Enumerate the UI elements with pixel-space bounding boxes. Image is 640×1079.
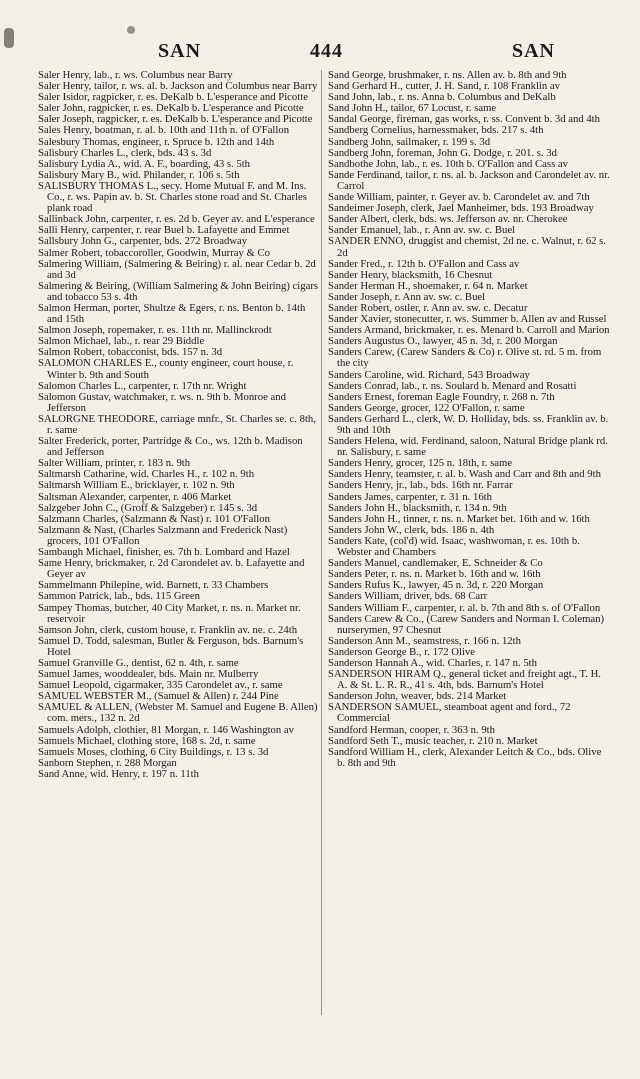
directory-entry: SALORGNE THEODORE, carriage mnfr., St. Charles se. c. 8th, r. same [38, 412, 316, 436]
directory-entry: Sandberg Cornelius, harnessmaker, bds. 217 s. 4th [328, 124, 544, 137]
left-column [38, 70, 320, 780]
directory-entry: Sanderson George B., r. 172 Olive [328, 645, 476, 658]
header-right-keyword: SAN [511, 40, 555, 62]
directory-entry: Sanderson Ann M., seamstress, r. 166 n. 12th [328, 634, 521, 647]
directory-entry: Sanders Kate, (col'd) wid. Isaac, washwoman, r. es. 10th b. Webster and Chambers [328, 534, 580, 559]
directory-entry: SAMUEL WEBSTER M., (Samuel & Allen) r. 244 Pine [38, 690, 279, 703]
ink-spot [127, 26, 135, 34]
directory-entry: Sanders William F., carpenter, r. al. b. 7th and 8th s. of O'Fallon [328, 601, 601, 614]
directory-entry: Sandberg John, foreman, John G. Dodge, r. 201. s. 3d [328, 146, 557, 159]
directory-entry: Salmon Robert, tobacconist, bds. 157 n. 3d [38, 346, 223, 359]
directory-entry: Sanders Augustus O., lawyer, 45 n. 3d, r. 200 Morgan [328, 335, 558, 348]
directory-entry: Salisbury Charles L., clerk, bds. 43 s. 3d [38, 146, 212, 159]
directory-entry: Samuels Michael, clothing store, 168 s. 2d, r. same [38, 734, 256, 747]
directory-entry: Samuel Granville G., dentist, 62 n. 4th, r. same [38, 656, 239, 669]
header-left-keyword: SAN [158, 40, 202, 62]
directory-entry: Samuel Leopold, cigarmaker, 335 Carondelet av., r. same [38, 679, 283, 692]
directory-entry: Sammelmann Philepine, wid. Barnett, r. 33 Chambers [38, 579, 269, 592]
directory-entry: Salomon Charles L., carpenter, r. 17th nr. Wright [38, 379, 247, 392]
directory-entry: Sandeimer Joseph, clerk, Jael Manheimer, bds. 193 Broadway [328, 202, 594, 215]
directory-entry: Salmon Michael, lab., r. rear 29 Biddle [38, 335, 205, 348]
directory-entry: Sand Gerhard H., cutter, J. H. Sand, r. 108 Franklin av [328, 80, 560, 93]
directory-entry: Sandford Seth T., music teacher, r. 210 n. Market [328, 734, 538, 747]
directory-entry: Sammon Patrick, lab., bds. 115 Green [38, 590, 200, 603]
directory-entry: Salter William, printer, r. 183 n. 9th [38, 457, 191, 470]
directory-entry: Sanders Carew, (Carew Sanders & Co) r. Olive st. rd. 5 m. from the city [328, 346, 602, 370]
directory-entry: Sander Robert, ostler, r. Ann av. sw. c. Decatur [328, 301, 528, 314]
directory-entry: Saler Henry, tailor, r. ws. al. b. Jackson and Columbus near Barry [38, 80, 318, 93]
directory-entry: Saler Joseph, ragpicker, r. es. DeKalb b. L'esperance and Picotte [38, 113, 313, 126]
directory-entry: Samuels Moses, clothing, 6 City Buildings, r. 13 s. 3d [38, 745, 269, 758]
directory-entry: Sanders Rufus K., lawyer, 45 n. 3d, r. 220 Morgan [328, 579, 544, 592]
directory-entry: Sallsbury John G., carpenter, bds. 272 Broadway [38, 235, 248, 248]
page-number: 444 [310, 40, 343, 62]
directory-entry: SANDERSON HIRAM Q., general ticket and freight agt., T. H. A. & St. L. R. R., 41 s. 4th, bds. Barnum's Hotel [328, 668, 601, 692]
directory-entry: Saler Isidor, ragpicker, r. es. DeKalb b. L'esperance and Picotte [38, 91, 308, 104]
directory-entry: Sander Joseph, r. Ann av. sw. c. Buel [328, 290, 486, 303]
directory-entry: Saltmarsh William E., bricklayer, r. 102 n. 9th [38, 479, 235, 492]
directory-entry: SALOMON CHARLES E., county engineer, court house, r. Winter b. 9th and South [38, 357, 294, 381]
directory-entry: Sandal George, fireman, gas works, r. ss. Convent b. 3d and 4th [328, 113, 600, 126]
directory-entry: Sand John H., tailor, 67 Locust, r. same [328, 102, 497, 115]
directory-entry: Salmering & Beiring, (William Salmering & John Beiring) cigars and tobacco 53 s. 4th [38, 279, 319, 303]
directory-entry: SAMUEL & ALLEN, (Webster M. Samuel and Eugene B. Allen) com. mers., 132 n. 2d [38, 701, 318, 725]
directory-entry: Sander Xavier, stonecutter, r. ws. Summer b. Allen av and Russel [328, 313, 607, 326]
directory-entry: Sanders Armand, brickmaker, r. es. Menard b. Carroll and Marion [328, 324, 610, 337]
directory-entry: Sand George, brushmaker, r. ns. Allen av. b. 8th and 9th [328, 69, 567, 81]
directory-entry: Salmon Herman, porter, Shultze & Egers, r. ns. Benton b. 14th and 15th [38, 301, 306, 326]
directory-entry: Sanders James, carpenter, r. 31 n. 16th [328, 490, 492, 503]
right-column [328, 70, 610, 769]
page-header [40, 40, 625, 70]
directory-entry: Saltmarsh Catharine, wid. Charles H., r. 102 n. 9th [38, 468, 255, 481]
directory-entry: Sande William, painter, r. Geyer av. b. Carondelet av. and 7th [328, 191, 590, 204]
directory-entry: Sanders Henry, teamster, r. al. b. Wash and Carr and 8th and 9th [328, 468, 601, 481]
ink-blot [4, 28, 14, 48]
directory-entry: SANDER ENNO, druggist and chemist, 2d ne. c. Walnut, r. 62 s. 2d [328, 235, 606, 259]
directory-entry: Saler Henry, lab., r. ws. Columbus near Barry [38, 69, 233, 81]
directory-entry: Salzmann Charles, (Salzmann & Nast) r. 101 O'Fallon [38, 512, 270, 525]
directory-entry: Salzgeber John C., (Groff & Salzgeber) r. 145 s. 3d [38, 501, 258, 514]
directory-entry: Sandberg John, sailmaker, r. 199 s. 3d [328, 135, 491, 148]
column-divider [321, 70, 322, 1015]
directory-entry: Salisbury Mary B., wid. Philander, r. 106 s. 5th [38, 168, 240, 181]
directory-entry: Salisbury Lydia A., wid. A. F., boarding, 43 s. 5th [38, 157, 251, 170]
directory-entry: Sallinback John, carpenter, r. es. 2d b. Geyer av. and L'esperance [38, 213, 315, 226]
directory-entry: Salmering William, (Salmering & Beiring) r. al. near Cedar b. 2d and 3d [38, 257, 316, 281]
directory-entry: Sander Henry, blacksmith, 16 Chesnut [328, 268, 493, 281]
directory-entry: Sander Fred., r. 12th b. O'Fallon and Cass av [328, 257, 520, 270]
directory-entry: Salomon Gustav, watchmaker, r. ws. n. 9th b. Monroe and Jefferson [38, 390, 286, 414]
directory-entry: Samuel D. Todd, salesman, Butler & Ferguson, bds. Barnum's Hotel [38, 634, 304, 658]
directory-entry: Sanders Helena, wid. Ferdinand, saloon, Natural Bridge plank rd. nr. Salisbury, r. same [328, 435, 608, 459]
directory-entry: Sambaugh Michael, finisher, es. 7th b. Lombard and Hazel [38, 546, 290, 559]
directory-entry: Sanders Carew & Co., (Carew Sanders and Norman I. Coleman) nurserymen, 97 Chesnut [328, 612, 605, 636]
directory-entry: Salzmann & Nast, (Charles Salzmann and Frederick Nast) grocers, 101 O'Fallon [38, 523, 288, 547]
directory-entry: Sand Anne, wid. Henry, r. 197 n. 11th [38, 767, 199, 780]
directory-entry: Samson John, clerk, custom house, r. Franklin av. ne. c. 24th [38, 623, 298, 636]
directory-entry: Sanders John H., tinner, r. ns. n. Market bet. 16th and w. 16th [328, 512, 590, 525]
directory-entry: Sanders Peter, r. ns. n. Market b. 16th and w. 16th [328, 568, 541, 581]
directory-entry: Sanders Caroline, wid. Richard, 543 Broadway [328, 368, 530, 381]
directory-entry: Sanders Henry, grocer, 125 n. 18th, r. same [328, 457, 513, 470]
directory-entry: Sanders Gerhard L., clerk, W. D. Holliday, bds. ss. Franklin av. b. 9th and 10th [328, 412, 609, 436]
directory-entry: Same Henry, brickmaker, r. 2d Carondelet av. b. Lafayette and Geyer av [38, 557, 305, 581]
directory-entry: Salmon Joseph, ropemaker, r. es. 11th nr. Mallinckrodt [38, 324, 272, 337]
directory-entry: Sanders Conrad, lab., r. ns. Soulard b. Menard and Rosatti [328, 379, 577, 392]
directory-entry: Sandford Herman, cooper, r. 363 n. 9th [328, 723, 495, 736]
directory-entry: Salli Henry, carpenter, r. rear Buel b. Lafayette and Emmet [38, 224, 290, 237]
directory-entry: Saltsman Alexander, carpenter, r. 406 Market [38, 490, 232, 503]
directory-entry: Sander Emanuel, lab., r. Ann av. sw. c. Buel [328, 224, 516, 237]
directory-entry: Sanders William, driver, bds. 68 Carr [328, 590, 488, 603]
directory-entry: Sanders John W., clerk, bds. 186 n. 4th [328, 523, 495, 536]
directory-entry: Sanborn Stephen, r. 288 Morgan [38, 756, 177, 769]
directory-entry: Sanderson John, weaver, bds. 214 Market [328, 690, 507, 703]
directory-entry: Sanders George, grocer, 122 O'Fallon, r. same [328, 401, 525, 414]
directory-entry: Sales Henry, boatman, r. al. b. 10th and 11th n. of O'Fallon [38, 124, 290, 137]
directory-entry: Sampey Thomas, butcher, 40 City Market, r. ns. n. Market nr. reservoir [38, 601, 301, 625]
directory-entry: Sand John, lab., r. ns. Anna b. Columbus and DeKalb [328, 91, 556, 104]
directory-entry: SANDERSON SAMUEL, steamboat agent and ford., 72 Commercial [328, 701, 571, 725]
directory-entry: Samuel James, wooddealer, bds. Main nr. Mulberry [38, 668, 259, 681]
directory-entry: SALISBURY THOMAS L., secy. Home Mutual F. and M. Ins. Co., r. ws. Papin av. b. St. Charles stone road and St. Charles plank road [38, 179, 307, 215]
directory-entry: Sande Ferdinand, tailor, r. ns. al. b. Jackson and Carondelet av. nr. Carrol [328, 168, 610, 192]
directory-entry: Sandbothe John, lab., r. es. 10th b. O'Fallon and Cass av [328, 157, 568, 170]
directory-entry: Salmer Robert, tobaccoroller, Goodwin, Murray & Co [38, 246, 270, 259]
directory-entry: Sander Albert, clerk, bds. ws. Jefferson av. nr. Cherokee [328, 213, 568, 226]
directory-entry: Sanders Ernest, foreman Eagle Foundry, r. 268 n. 7th [328, 390, 555, 403]
directory-entry: Sandford William H., clerk, Alexander Leitch & Co., bds. Olive b. 8th and 9th [328, 745, 602, 769]
directory-entry: Salesbury Thomas, engineer, r. Spruce b. 12th and 14th [38, 135, 275, 148]
directory-entry: Salter Frederick, porter, Partridge & Co., ws. 12th b. Madison and Jefferson [38, 435, 303, 459]
directory-entry: Sanders Manuel, candlemaker, E. Schneider & Co [328, 557, 543, 570]
directory-entry: Sanders John H., blacksmith, r. 134 n. 9th [328, 501, 507, 514]
directory-entry: Sanderson Hannah A., wid. Charles, r. 147 n. 5th [328, 656, 537, 669]
directory-entry: Sanders Henry, jr., lab., bds. 16th nr. Farrar [328, 479, 513, 492]
directory-entry: Sander Herman H., shoemaker, r. 64 n. Market [328, 279, 528, 292]
directory-entry: Saler John, ragpicker, r. es. DeKalb b. L'esperance and Picotte [38, 102, 304, 115]
directory-entry: Samuels Adolph, clothier, 81 Morgan, r. 146 Washington av [38, 723, 294, 736]
